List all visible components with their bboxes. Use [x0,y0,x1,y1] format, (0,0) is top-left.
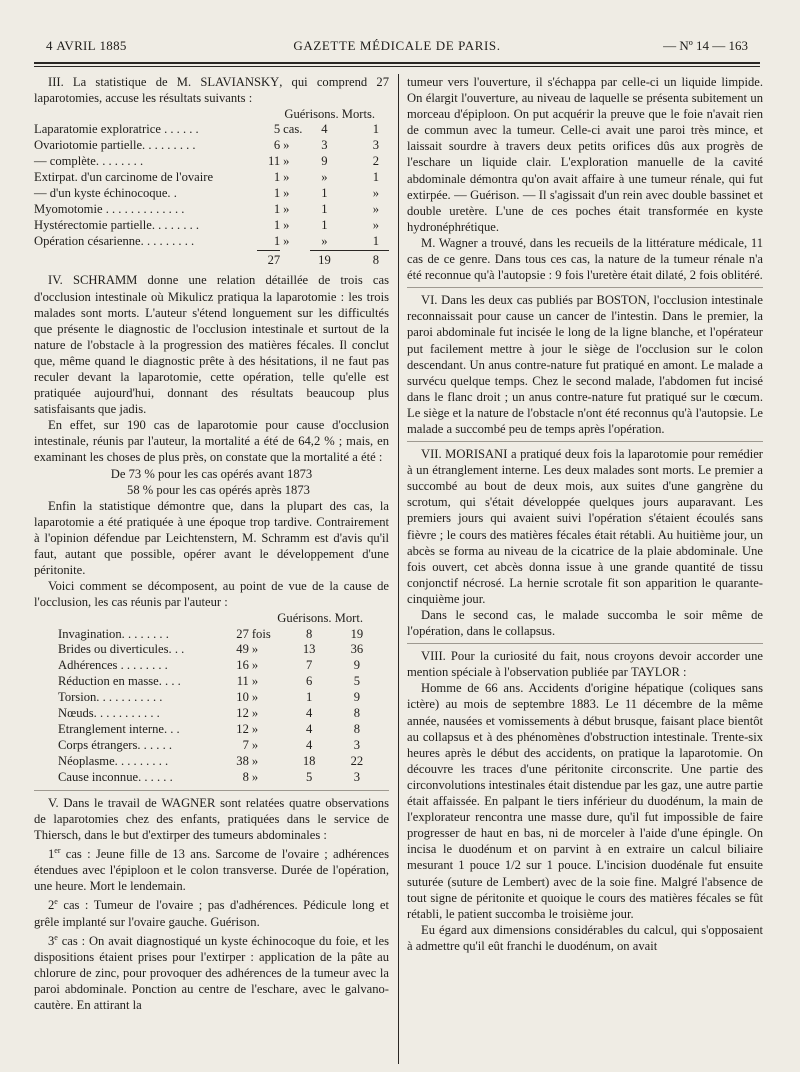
author-taylor: TAYLOR [630,665,680,680]
table-cell-m: 9 [353,690,361,705]
table1-header: Guérisons. Morts. [284,107,375,122]
section-vi: VI. Dans les deux cas publiés par BOSTON, l'occlusion intestinale reconnaissait pour cause un cancer de l'intestin. Dans le premier, la paroi abdominale fut incisée le long de la ligne blanche, et l'opérateur put facilement mettre à jour le siège de l'occlusion sur le colon descendant. Un anus contre-nature fut pratiqué en amont. Le malade a survécu quelque temps. Chez le second malade, l'abdomen fut incisé dans le flanc droit ; un anus contre-nature fut pratiqué sur le cœcum. Le siège et la nature de l'obstacle n'ont été reconnus qu'à l'autopsie. Le malade a succombé peu de temps après l'opération. [407,293,763,436]
table-cell-g: 4 [306,737,313,752]
table-cell-label: Ovariotomie partielle. . . . . . . . . [34,138,196,153]
table-cell-n: 38 [236,753,249,768]
case-3-continued: tumeur vers l'ouverture, il s'échappa par celle-ci un liquide limpide. On élargit l'ouverture, au niveau de laquelle se présenta subitement un morceau d'épiploon. On put acquérir la preuve que le foie n'avait rien de commun avec la tumeur. Celle-ci avait une paroi très mince, et laissait sourdre à travers deux petits orifices dûs aux progrès de l'eschare un liquide clair. L'exploration manuelle de la cavité abdominale démontra qu'on avait affaire à une tumeur rénale, qui fut extirpée. — Guérison. — Il s'agissait d'un rein avec double bassinet et double uretère. L'une de ces poches était transformée en kyste hydronéphrétique. [407,75,763,234]
table-cell-n: 12 [236,706,249,721]
table-cell-m: » [372,217,379,232]
table-cell-unit: » [283,170,290,184]
author-schramm: SCHRAMM [72,273,138,288]
author-morisani: MORISANI [445,447,508,462]
table-cell-unit: » [251,737,259,752]
table-total-empty [34,250,257,268]
table-cell-m: 19 [350,626,364,641]
wagner-literature: M. Wagner a trouvé, dans les recueils de la littérature médicale, 11 cas de ce genre. Dans tous ces cas, la nature de la tumeur rénale n'a été reconnue qu'à l'autopsie : 9 fois l'uretère était dilaté, 2 fois oblitéré. [407,235,763,283]
table-cell-g: 9 [321,154,328,169]
table-cell-label: Etranglement interne. . . [58,721,180,736]
table-cell-m: 3 [353,737,361,752]
section-separator [407,643,763,644]
author-wagner: WAGNER [161,795,216,810]
table-cell-m: 9 [353,658,361,673]
table-cell-m: 1 [372,233,379,248]
table-cell-n: 6 [273,138,281,153]
section-iv-p3: Enfin la statistique démontre que, dans la plupart des cas, la laparotomie a été pratiquée à une époque trop tardive. Contrairement à l'opinion défendue par Leichtenstern, M. Schramm est d'avis qu'il faut, autant que possible, opérer avant le développement d'une péritonite. [34,498,389,578]
header-date: 4 AVRIL 1885 [46,38,127,53]
table-cell-n: 16 [236,658,249,673]
table-cell-m: 8 [353,721,361,736]
table-cell-m: 36 [350,642,364,657]
table-cell-unit: » [251,721,259,736]
table-cell-label: Nœuds. . . . . . . . . . . [58,706,160,721]
table-row [34,218,389,234]
table-cell-label: Invagination. . . . . . . . [58,626,169,641]
table-cell-label: Corps étrangers. . . . . . [58,737,173,752]
table-cell-label: Néoplasme. . . . . . . . . [58,753,169,768]
section-iv-p4: Voici comment se décomposent, au point de vue de la cause de l'occlusion, les cas réunis par l'auteur : [34,579,389,610]
table-total-empty [280,250,310,268]
table-cell-unit: » [251,690,259,705]
table-total-n: 27 [257,250,280,268]
table-cell-m: 8 [353,706,361,721]
table-cell-unit: » [283,185,290,200]
table-cell-n: 1 [273,217,281,232]
table-cell-unit: » [283,233,290,248]
table-cell-n: 12 [236,721,249,736]
section-v-intro: V. Dans le travail de WAGNER sont relatées quatre observations de laparotomies chez des enfants, pratiquées dans le service de Thiersch, dans le but d'extirper des tumeurs abdominales : [34,795,389,842]
table-cell-g: 1 [321,217,328,232]
table-cell-label: Opération césarienne. . . . . . . . . [34,233,195,248]
mortality-after-1873: 58 % pour les cas opérés après 1873 [127,482,310,497]
table-cell-label: Torsion. . . . . . . . . . . [58,690,163,705]
case-2: 2e cas : Tumeur de l'ovaire ; pas d'adhérences. Pédicule long et grêle implanté sur l'ovaire gauche. Guérison. [34,897,389,929]
table-cell-g: 13 [302,642,316,657]
table-row [34,234,389,250]
table-cell-n: 5 [273,122,281,137]
table-cell-g: 4 [321,122,328,137]
table-cell-g: 4 [306,721,313,736]
table-row [58,658,383,674]
table-total-row [34,250,389,268]
table-cell-unit: » [251,674,259,689]
header-rule-thin [34,66,760,67]
page-header [46,38,748,60]
table-cell-unit: » [283,138,290,153]
table-row [58,642,383,658]
table-cell-m: » [372,185,379,200]
table-cell-g: 1 [321,201,328,216]
table-cell-g: 7 [306,658,313,673]
table-cell-unit: » [251,658,259,673]
table-cell-n: 1 [273,185,281,200]
table-row [58,722,383,738]
table-cell-g: 6 [306,674,313,689]
table-cell-m: 3 [372,138,379,153]
table-cell-unit: » [283,154,290,169]
table-cell-n: 49 [236,642,249,657]
table-row [58,738,383,754]
table-cell-m: 1 [372,122,379,137]
table-row [58,770,383,786]
table-cell-label: Laparatomie exploratrice . . . . . . [34,122,199,137]
table-cell-m: 5 [353,674,361,689]
table-cell-n: 1 [273,201,281,216]
table-cell-m: 22 [350,753,364,768]
section-vii-p2: Dans le second cas, le malade succomba le soir même de l'opération, dans le collapsus. [407,608,763,639]
table-row [34,202,389,218]
journal-title: GAZETTE MÉDICALE DE PARIS. [293,38,501,53]
table-row [58,754,383,770]
case-1: 1er cas : Jeune fille de 13 ans. Sarcome de l'ovaire ; adhérences étendues avec l'épiploon et le colon transverse. Durée de l'opération, une heure. Mort le lendemain. [34,845,389,894]
table-row [58,627,383,643]
header-rule [34,62,760,64]
table-cell-g: 4 [306,706,313,721]
table-cell-label: Adhérences . . . . . . . . [58,658,168,673]
table-row [34,138,389,154]
table-cell-g: » [321,233,328,248]
table-row [58,690,383,706]
table-cell-label: Brides ou diverticules. . . [58,642,185,657]
table-cell-n: 11 [236,674,249,689]
table-cell-g: 18 [302,753,316,768]
table-cell-m: » [372,201,379,216]
table-occlusion-causes [58,627,383,786]
table-cell-unit: cas. [283,122,303,137]
section-iv-p2: En effet, sur 190 cas de laparotomie pour cause d'occlusion intestinale, réunis par l'auteur, la mortalité a été de 64,2 % ; mais, en examinant les choses de plus près, on constate que la mortalité a été : [34,418,389,465]
left-column [34,74,389,1013]
table-row [34,170,389,186]
section-separator [407,441,763,442]
table-cell-m: 1 [372,170,379,184]
section-viii-case: Homme de 66 ans. Accidents d'origine hépatique (coliques sans ictère) au mois de septembre 1883. Le 11 décembre de la même année, nausées et vomissements à début brusque, faisant place bientôt au collapsus et à des phénomènes d'obstruction intestinale. Trente-six heures après le début des accidents, on pratique la laparotomie. On découvre les traces d'une péritonite circonscrite. Une partie des circonvolutions intestinales était distendue par les gaz, une autre partie était affaissée. En palpant le tiers inférieur du duodénum, la main de l'explorateur rencontra une masse dure, qu'il fut impossible de faire progresser de haut en bas, ni de morceler à l'aide d'une épingle. On incisa le duodénum et on parvint à en extraire un calcul biliaire mesurant 1 pouce 1/2 sur 1 pouce. L'incision duodénale fut ensuite suturée (suture de Lembert) avec de la soie fine. Malgré l'absence de tout signe de péritonite et quoique le cours des matières fécales se fût rétabli, le patient succomba le troisième jour. [407,681,764,921]
issue-page-number: — Nº 14 — 163 [663,38,748,53]
right-column [407,74,763,954]
table-cell-m: 3 [353,769,361,784]
table-cell-g: 1 [321,185,328,200]
table-cell-m: 2 [372,154,379,169]
table-cell-n: 7 [242,737,249,752]
table-cell-label: Réduction en masse. . . . [58,674,181,689]
table-cell-n: 10 [236,690,249,705]
table-cell-unit: » [251,753,259,768]
table-row [58,706,383,722]
table-cell-n: 27 [236,626,249,641]
table-row [34,186,389,202]
table-cell-n: 1 [273,170,281,184]
table-total-m: 8 [339,250,389,268]
table2-header: Guérisons. Mort. [277,611,363,626]
author-boston: BOSTON [596,293,647,308]
table-cell-g: 1 [306,690,313,705]
table-cell-unit: fois [251,626,271,641]
table-cell-g: 5 [306,769,313,784]
table-cell-unit: » [283,201,290,216]
section-vii-p1: VII. MORISANI a pratiqué deux fois la laparotomie pour remédier à un étranglement interne. Les deux malades sont morts. Le premier a succombé au bout de deux mois, aux suites d'une gangrène du scrotum, qui s'était développée quelques jours auparavant. Les premiers jours qui avaient suivi l'opération s'étaient écoulés sans fièvre ; le cours des matières fécales était rétabli. Au huitième jour, un abcès se forma au niveau de la cicatrice de la plaie abdominale. Une fois ouvert, cet abcès donna issue à une grande quantité de tissu conjonctif nécrosé. La hernie scrotale fit son apparition le quarante-cinquième jour. [407,447,764,606]
table-total-g: 19 [310,250,338,268]
table-cell-n: 11 [268,154,281,169]
table-cell-unit: » [283,217,290,232]
table-slaviansky [34,122,389,268]
table-cell-n: 8 [242,769,249,784]
table-cell-g: 8 [306,626,313,641]
table-cell-unit: » [251,769,259,784]
table-cell-n: 1 [273,233,281,248]
section-iv-p1: IV. SCHRAMM donne une relation détaillée de trois cas d'occlusion intestinale où Mikulicz pratiqua la laparotomie : les trois malades sont morts. L'auteur s'étend longuement sur les difficultés que présente le diagnostic de l'occlusion intestinale et surtout de la nature de l'obstacle à la progression des matières fécales. Il conclut que, même quand le diagnostic prête à des hésitations, il ne faut pas reculer devant la laparotomie, cette opération, telle qu'elle est pratiquée aujourd'hui, donnant des résultats beaucoup plus satisfaisants que jadis. [34,273,389,417]
table-cell-label: Myomotomie . . . . . . . . . . . . . [34,201,185,216]
table-cell-g: » [321,170,328,184]
table-cell-label: Hystérectomie partielle. . . . . . . . [34,217,200,232]
table-cell-label: Cause inconnue. . . . . . [58,769,173,784]
section-iii-intro: III. La statistique de M. SLAVIANSKY, qui comprend 27 laparotomies, accuse les résultats suivants : [34,75,389,106]
table-cell-label: Extirpat. d'un carcinome de l'ovaire [34,170,214,184]
table-cell-unit: » [251,706,259,721]
table-row [58,674,383,690]
section-viii-intro: VIII. Pour la curiosité du fait, nous croyons devoir accorder une mention spéciale à l'observation publiée par TAYLOR : [407,649,763,680]
table-row [34,154,389,170]
table-cell-label: — complète. . . . . . . . [34,154,144,169]
section-separator [34,790,389,791]
section-viii-comment: Eu égard aux dimensions considérables du calcul, qui s'opposaient à admettre qu'il eût franchi le duodénum, on avait [407,922,763,953]
table-cell-unit: » [251,642,259,657]
table-cell-g: 3 [321,138,328,153]
author-slaviansky: SLAVIANSKY [200,75,280,89]
case-3: 3e cas : On avait diagnostiqué un kyste échinocoque du foie, et les dispositions étaient prises pour l'extirper : application de la pâte au chlorure de zinc, pour provoquer des adhérences de la tumeur avec la paroi abdominale. Ponction au centre de l'eschare, avec le galvano-cautère. En attirant la [34,932,389,1013]
table-cell-label: — d'un kyste échinocoque. . [34,185,177,200]
section-separator [407,287,763,288]
mortality-before-1873: De 73 % pour les cas opérés avant 1873 [110,466,313,481]
column-divider [398,74,399,1064]
table-row [34,122,389,138]
